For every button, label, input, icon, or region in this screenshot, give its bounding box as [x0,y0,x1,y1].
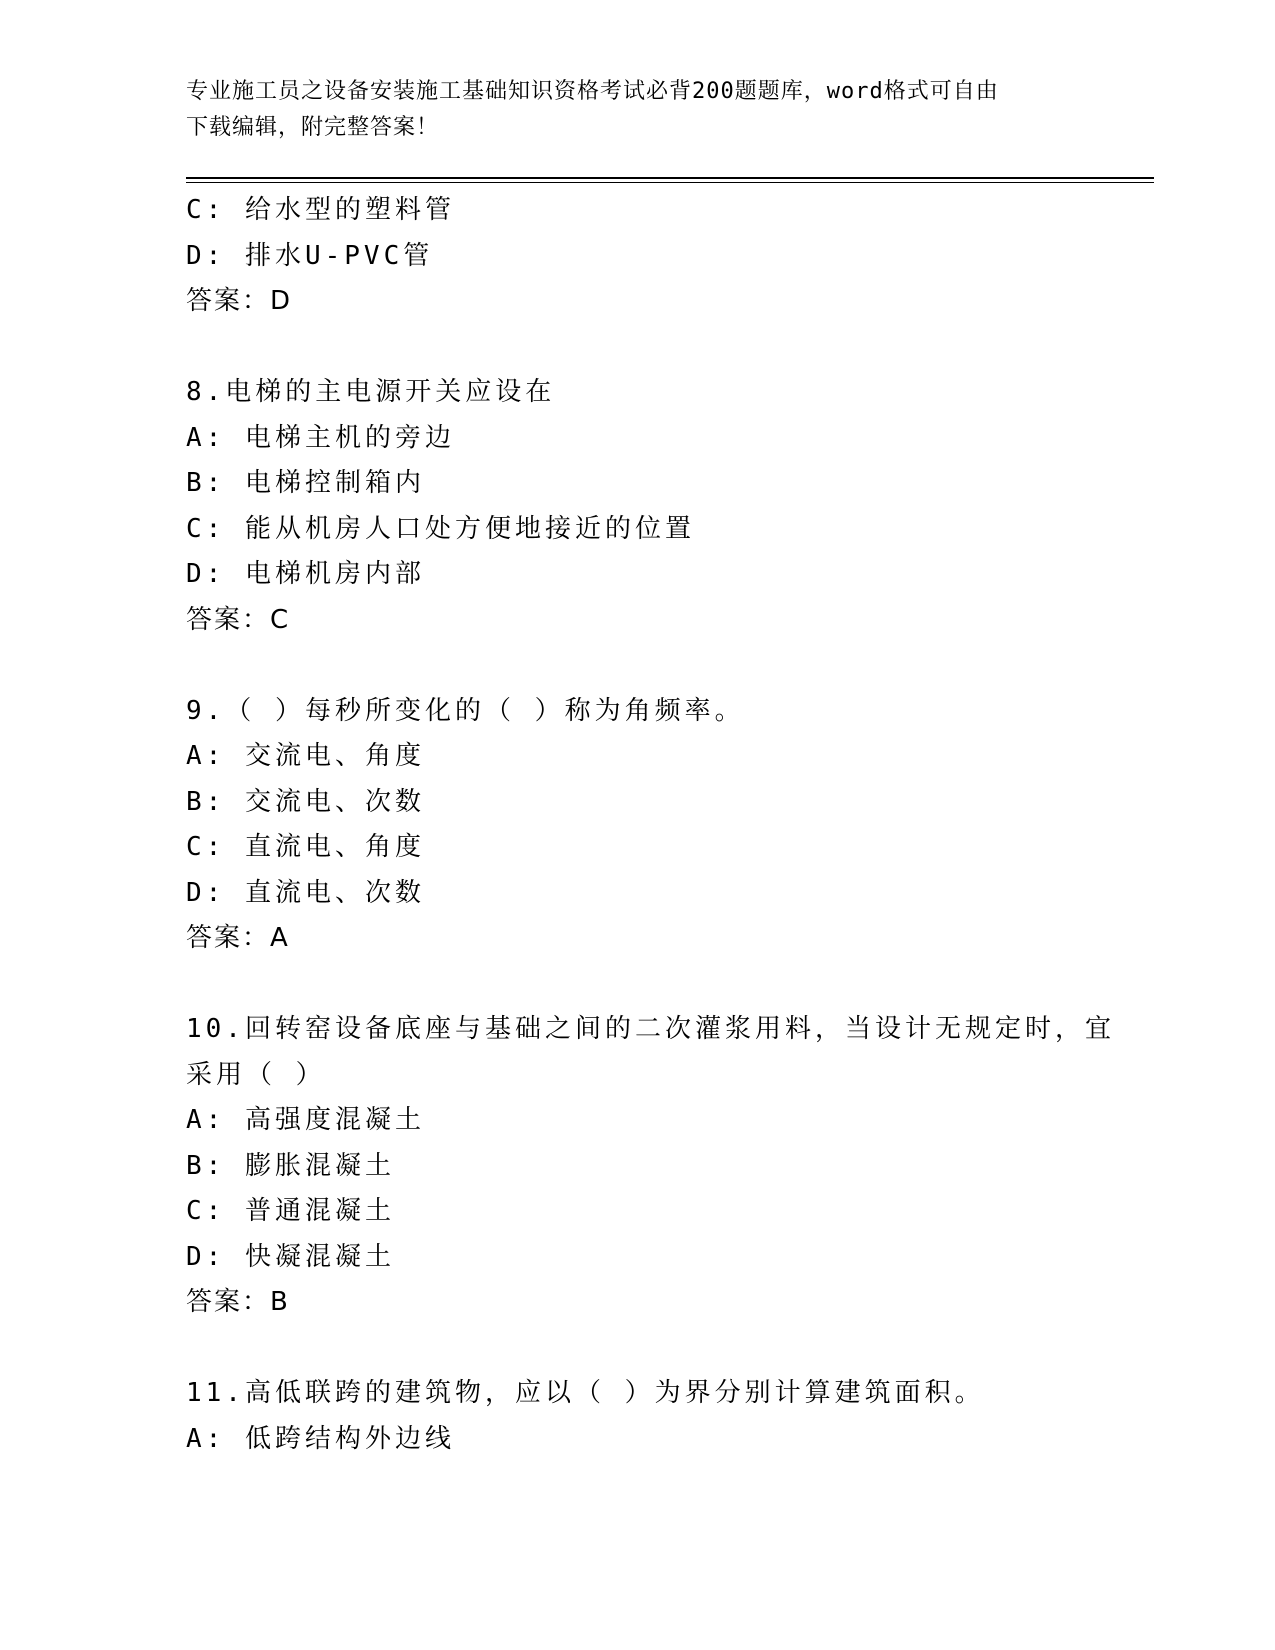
header-line-1: 专业施工员之设备安装施工基础知识资格考试必背200题题库，word格式可自由 [186,79,999,104]
option-c: C: 普通混凝土 [186,1196,395,1226]
question-list [186,188,1115,1462]
question-block-11 [186,1371,1086,1462]
option-b: B: 膨胀混凝土 [186,1150,395,1181]
question-stem: 10.回转窑设备底座与基础之间的二次灌浆用料，当设计无规定时，宜 [186,1014,1115,1044]
answer-line: 答案：C [186,604,291,635]
option-d: D: 排水U-PVC管 [186,240,434,271]
option-a: A: 电梯主机的旁边 [186,422,455,453]
question-stem: 9.（ ）每秒所变化的（ ）称为角频率。 [186,695,745,726]
spacer [186,325,1086,371]
option-a: A: 交流电、角度 [186,741,425,771]
spacer [186,643,1086,689]
header-divider-thin [186,182,1154,183]
option-d: D: 快凝混凝土 [186,1241,395,1272]
spacer [186,1326,1086,1372]
question-block-prev [186,188,1086,325]
option-d: D: 直流电、次数 [186,877,425,908]
header-divider-thick [186,177,1154,179]
option-a: A: 高强度混凝土 [186,1105,425,1135]
header-line-2: 下载编辑，附完整答案！ [186,115,440,140]
answer-line: 答案：D [186,286,293,316]
option-b: B: 交流电、次数 [186,786,425,817]
answer-line: 答案：A [186,923,290,953]
question-block-8 [186,370,1086,643]
option-b: B: 电梯控制箱内 [186,468,425,498]
question-block-9 [186,689,1086,962]
document-header [186,74,1086,146]
option-c: C: 能从机房人口处方便地接近的位置 [186,513,695,544]
spacer [186,962,1086,1008]
question-stem: 11.高低联跨的建筑物，应以（ ）为界分别计算建筑面积。 [186,1378,985,1408]
question-stem: 8.电梯的主电源开关应设在 [186,377,556,407]
option-c: C: 给水型的塑料管 [186,195,455,225]
option-c: C: 直流电、角度 [186,832,425,862]
option-d: D: 电梯机房内部 [186,559,425,589]
question-block-10 [186,1007,1115,1326]
option-a: A: 低跨结构外边线 [186,1423,455,1454]
answer-line: 答案：B [186,1287,290,1317]
question-stem-continued: 采用（ ） [186,1059,326,1090]
